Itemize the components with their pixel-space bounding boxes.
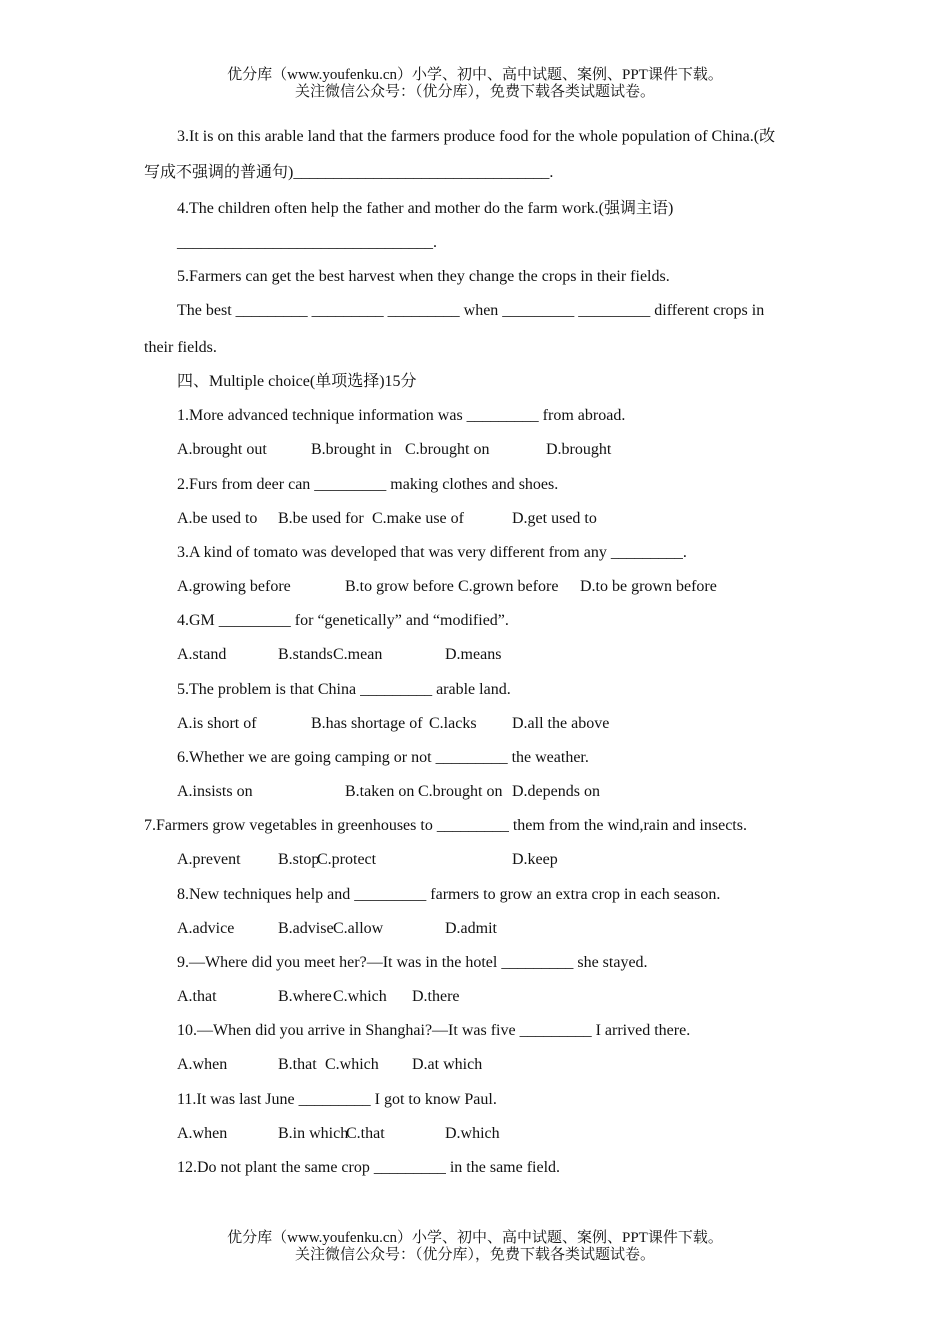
option-d: D.there xyxy=(412,988,460,1005)
rewrite-q5-line2: The best _________ _________ _________ when _________ _________ different crops in xyxy=(177,302,765,319)
question-stem: 6.Whether we are going camping or not _________ the weather. xyxy=(177,749,589,766)
question-stem: 7.Farmers grow vegetables in greenhouses to _________ them from the wind,rain and insects. xyxy=(144,817,747,834)
question-stem: 5.The problem is that China _________ arable land. xyxy=(177,681,511,698)
option-a: A.growing before xyxy=(177,578,291,595)
option-d: D.brought xyxy=(546,441,612,458)
question-stem: 8.New techniques help and _________ farmers to grow an extra crop in each season. xyxy=(177,886,721,903)
question-stem: 9.—Where did you meet her?—It was in the hotel _________ she stayed. xyxy=(177,954,648,971)
option-c: C.grown before xyxy=(458,578,559,595)
question-stem: 10.—When did you arrive in Shanghai?—It was five _________ I arrived there. xyxy=(177,1022,691,1039)
rewrite-q3-line1: 3.It is on this arable land that the farmers produce food for the whole population of China.(改 xyxy=(177,128,776,145)
option-d: D.admit xyxy=(445,920,497,937)
rewrite-q4-line2: ________________________________. xyxy=(177,234,437,251)
question-stem: 11.It was last June _________ I got to know Paul. xyxy=(177,1091,497,1108)
option-c: C.protect xyxy=(317,851,377,868)
option-c: C.brought on xyxy=(418,783,503,800)
option-a: A.is short of xyxy=(177,715,257,732)
option-c: C.which xyxy=(333,988,387,1005)
option-a: A.prevent xyxy=(177,851,241,868)
header-line-2: 关注微信公众号：（优分库），免费下载各类试题试卷。 xyxy=(294,84,655,100)
option-d: D.means xyxy=(445,646,502,663)
option-b: B.be used for xyxy=(278,510,364,527)
option-c: C.that xyxy=(346,1125,385,1142)
option-a: A.when xyxy=(177,1056,228,1073)
option-a: A.when xyxy=(177,1125,228,1142)
option-c: C.brought on xyxy=(405,441,490,458)
page-header xyxy=(0,67,950,101)
option-a: A.brought out xyxy=(177,441,267,458)
option-a: A.be used to xyxy=(177,510,258,527)
option-c: C.which xyxy=(325,1056,379,1073)
footer-line-1: 优分库（www.youfenku.cn）小学、初中、高中试题、案例、PPT课件下载。 xyxy=(227,1230,723,1246)
question-stem: 3.A kind of tomato was developed that was very different from any _________. xyxy=(177,544,687,561)
option-d: D.at which xyxy=(412,1056,483,1073)
option-b: B.advise xyxy=(278,920,334,937)
rewrite-q5-line3: their fields. xyxy=(144,339,217,356)
option-b: B.taken on xyxy=(345,783,415,800)
rewrite-q3-line2: 写成不强调的普通句)________________________________. xyxy=(144,164,554,181)
option-a: A.insists on xyxy=(177,783,253,800)
question-stem: 1.More advanced technique information was _________ from abroad. xyxy=(177,407,626,424)
rewrite-q5-line1: 5.Farmers can get the best harvest when they change the crops in their fields. xyxy=(177,268,670,285)
question-stem: 4.GM _________ for “genetically” and “modified”. xyxy=(177,612,509,629)
option-b: B.where xyxy=(278,988,332,1005)
question-stem: 2.Furs from deer can _________ making clothes and shoes. xyxy=(177,476,559,493)
option-b: B.stands xyxy=(278,646,333,663)
question-stem: 12.Do not plant the same crop _________ in the same field. xyxy=(177,1159,561,1176)
option-a: A.advice xyxy=(177,920,235,937)
option-c: C.lacks xyxy=(429,715,477,732)
option-d: D.which xyxy=(445,1125,500,1142)
option-d: D.get used to xyxy=(512,510,597,527)
option-b: B.to grow before xyxy=(345,578,454,595)
option-d: D.depends on xyxy=(512,783,600,800)
option-c: C.mean xyxy=(333,646,383,663)
option-b: B.has shortage of xyxy=(311,715,423,732)
page-footer xyxy=(0,1230,950,1264)
section-heading: 四、Multiple choice(单项选择)15分 xyxy=(177,373,417,390)
option-b: B.stop xyxy=(278,851,320,868)
option-d: D.keep xyxy=(512,851,558,868)
option-a: A.stand xyxy=(177,646,227,663)
option-b: B.brought in xyxy=(311,441,392,458)
option-b: B.in which xyxy=(278,1125,349,1142)
option-b: B.that xyxy=(278,1056,317,1073)
option-d: D.all the above xyxy=(512,715,610,732)
option-c: C.allow xyxy=(333,920,384,937)
option-c: C.make use of xyxy=(372,510,464,527)
footer-line-2: 关注微信公众号：（优分库），免费下载各类试题试卷。 xyxy=(294,1247,655,1263)
header-line-1: 优分库（www.youfenku.cn）小学、初中、高中试题、案例、PPT课件下载。 xyxy=(227,67,723,83)
option-a: A.that xyxy=(177,988,217,1005)
rewrite-q4-line1: 4.The children often help the father and mother do the farm work.(强调主语) xyxy=(177,200,674,217)
option-d: D.to be grown before xyxy=(580,578,717,595)
